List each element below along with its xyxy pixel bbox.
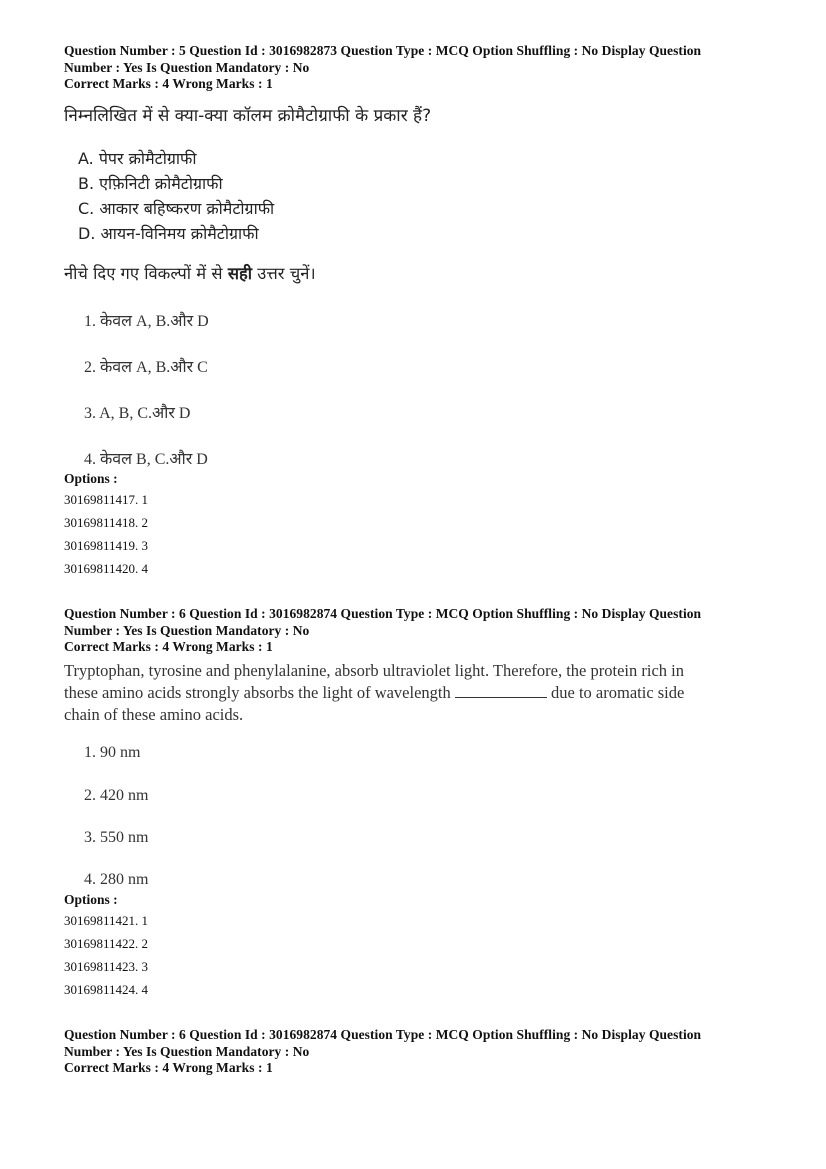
q6-meta-line1: Question Number : 6 Question Id : 3016982874 Question Type : MCQ Option Shuffling : No Display Question <box>64 606 702 621</box>
q5-option-3: 30169811419. 3 <box>64 538 149 553</box>
q5-instruction <box>64 262 764 286</box>
q6b-meta-line1: Question Number : 6 Question Id : 3016982874 Question Type : MCQ Option Shuffling : No Display Question <box>64 1027 702 1042</box>
q6-options-list <box>64 909 764 1001</box>
q5-option-1: 30169811417. 1 <box>64 492 149 507</box>
q5-statement-a: A. पेपर क्रोमैटोग्राफी <box>78 149 197 168</box>
q6-choice-4: 4. 280 nm <box>84 871 149 888</box>
q5-option-2: 30169811418. 2 <box>64 515 149 530</box>
q5-statement-d: D. आयन-विनिमय क्रोमैटोग्राफी <box>78 224 259 243</box>
q6-question-line2 <box>64 682 754 704</box>
q5-choice-2: 2. केवल A, B.और C <box>84 359 208 376</box>
q6b-meta <box>64 1027 764 1077</box>
q6-question-line3: chain of these amino acids. <box>64 705 244 724</box>
q6-option-2: 30169811422. 2 <box>64 936 149 951</box>
q6-choice-2: 2. 420 nm <box>84 787 149 804</box>
q6-choice-1: 1. 90 nm <box>84 744 141 761</box>
q5-instruction-post: उत्तर चुनें। <box>252 264 316 283</box>
q5-instruction-pre: नीचे दिए गए विकल्पों में से <box>64 264 228 283</box>
q6b-meta-line2: Number : Yes Is Question Mandatory : No <box>64 1043 310 1059</box>
q6-option-4: 30169811424. 4 <box>64 982 149 997</box>
q6-choice-3: 3. 550 nm <box>84 829 149 846</box>
q5-meta-line2: Number : Yes Is Question Mandatory : No <box>64 59 310 75</box>
q5-choice-3: 3. A, B, C.और D <box>84 405 191 422</box>
q6-option-3: 30169811423. 3 <box>64 959 149 974</box>
q5-marks: Correct Marks : 4 Wrong Marks : 1 <box>64 76 273 92</box>
q5-statement-c: C. आकार बहिष्करण क्रोमैटोग्राफी <box>78 199 275 218</box>
answer-blank <box>455 685 547 698</box>
q6-meta-line2: Number : Yes Is Question Mandatory : No <box>64 622 310 638</box>
q5-options-list <box>64 488 764 580</box>
q6-question-line2-pre: these amino acids strongly absorbs the light of wavelength <box>64 683 451 702</box>
q6-question-text <box>64 660 754 726</box>
q5-question-text: निम्नलिखित में से क्या-क्या कॉलम क्रोमैटोग्राफी के प्रकार हैं? <box>64 106 432 126</box>
q6-option-1: 30169811421. 1 <box>64 913 149 928</box>
q5-options-title: Options : <box>64 471 118 486</box>
q6-question-line2-post: due to aromatic side <box>551 683 685 702</box>
q6-options-title: Options : <box>64 892 118 907</box>
q6b-marks: Correct Marks : 4 Wrong Marks : 1 <box>64 1060 273 1076</box>
q5-statement-b: B. एफ़िनिटी क्रोमैटोग्राफी <box>78 174 223 193</box>
q5-instruction-bold: सही <box>227 264 253 283</box>
q5-statement-list <box>78 146 778 246</box>
q5-meta <box>64 43 764 93</box>
q5-option-4: 30169811420. 4 <box>64 561 149 576</box>
q6-marks: Correct Marks : 4 Wrong Marks : 1 <box>64 639 273 655</box>
q5-choice-1: 1. केवल A, B.और D <box>84 313 209 330</box>
q5-choice-4: 4. केवल B, C.और D <box>84 451 208 468</box>
q5-meta-line1: Question Number : 5 Question Id : 3016982873 Question Type : MCQ Option Shuffling : No Display Question <box>64 43 702 58</box>
q6-meta <box>64 606 764 656</box>
q6-question-line1: Tryptophan, tyrosine and phenylalanine, absorb ultraviolet light. Therefore, the protein rich in <box>64 661 684 680</box>
